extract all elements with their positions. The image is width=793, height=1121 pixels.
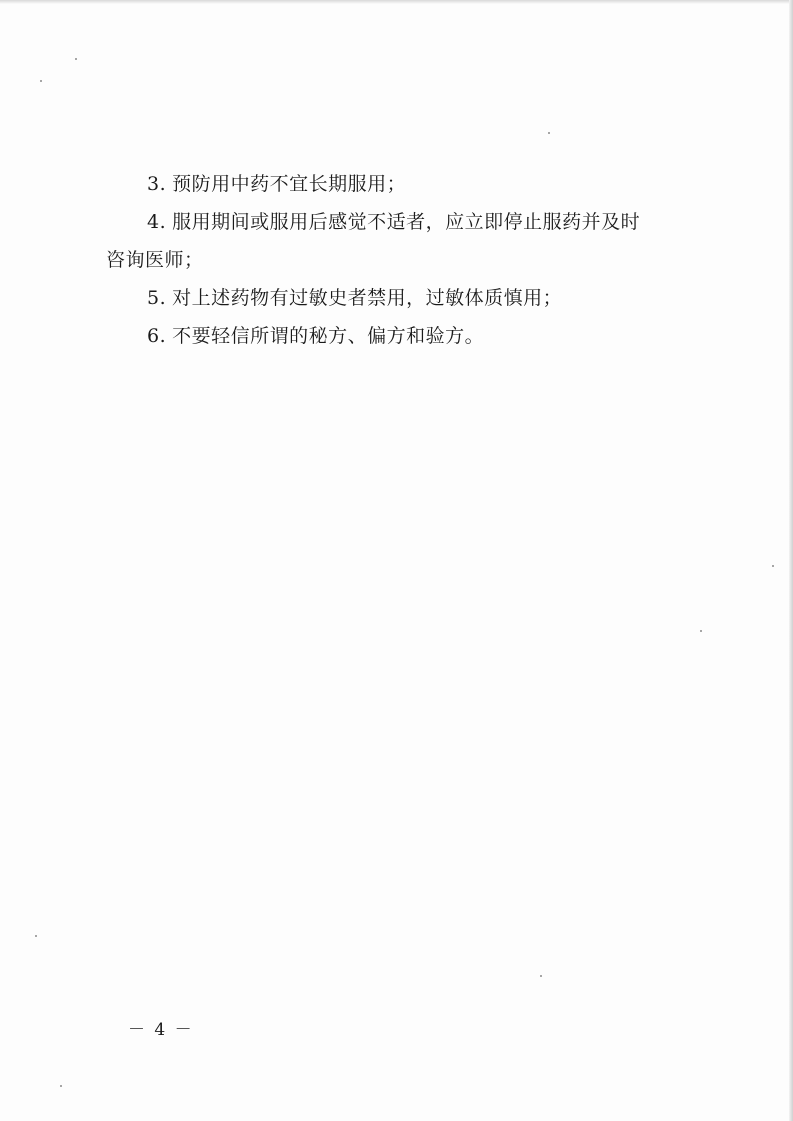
list-item	[106, 317, 696, 355]
scan-speck	[60, 1085, 62, 1087]
list-item-continuation	[106, 241, 696, 279]
item-number: 6.	[147, 325, 167, 347]
scan-shadow-right	[789, 0, 793, 1121]
scan-speck	[540, 975, 542, 977]
scan-speck	[75, 58, 77, 60]
scan-speck	[772, 565, 774, 567]
item-text: 对上述药物有过敏史者禁用，过敏体质慎用；	[172, 287, 563, 309]
scan-speck	[40, 80, 42, 82]
item-text: 不要轻信所谓的秘方、偏方和验方。	[172, 325, 485, 347]
list-item	[106, 203, 696, 241]
item-text: 咨询医师；	[106, 249, 204, 271]
item-text: 服用期间或服用后感觉不适者，应立即停止服药并及时	[172, 211, 641, 233]
item-text: 预防用中药不宜长期服用；	[172, 173, 407, 195]
page-number: － 4 －	[128, 1020, 194, 1040]
item-number: 3.	[147, 173, 167, 195]
scan-speck	[700, 630, 702, 632]
scan-speck	[548, 132, 550, 134]
item-number: 5.	[147, 287, 167, 309]
scan-shadow-top	[0, 0, 793, 4]
body-text	[106, 165, 696, 355]
list-item	[106, 279, 696, 317]
list-item	[106, 165, 696, 203]
item-number: 4.	[147, 211, 167, 233]
scan-speck	[35, 935, 37, 937]
